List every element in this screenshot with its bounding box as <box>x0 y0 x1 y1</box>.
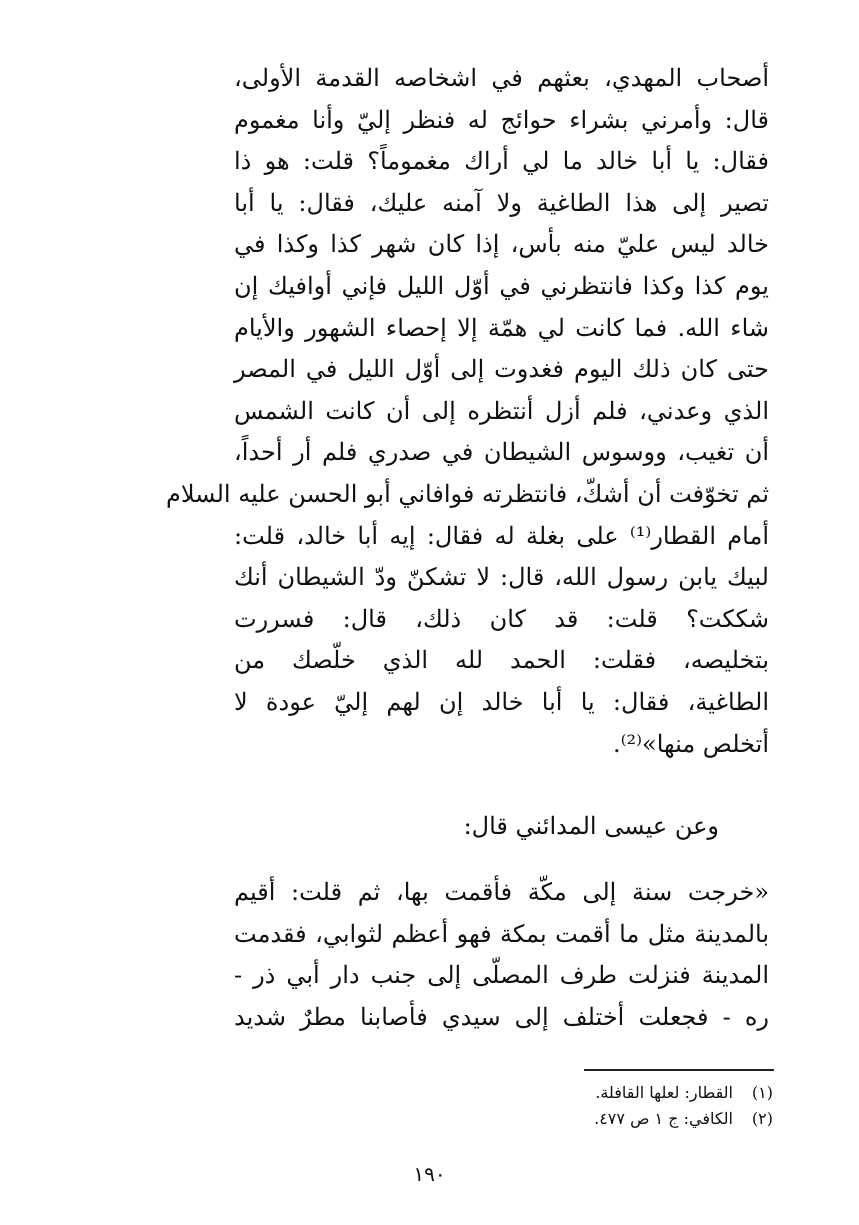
text-line: فقال: يا أبا خالد ما لي أراك مغموماً؟ قلت: هو ذا <box>234 147 769 176</box>
footnotes <box>373 1080 773 1132</box>
text-line: يوم كذا وكذا فانتظرني في أوّل الليل فإني أوافيك إن <box>234 271 769 300</box>
intro-paragraph <box>239 806 719 848</box>
main-paragraph <box>166 58 769 765</box>
footnote-text: القطار: لعلها القافلة. <box>595 1083 733 1102</box>
text-line: «خرجت سنة إلى مكّة فأقمت بها، ثم قلت: أقيم <box>234 878 769 906</box>
text-line: أن تغيب، ووسوس الشيطان في صدري فلم أر أحداً، <box>234 438 769 467</box>
text-line: ره - فجعلت أختلف إلى سيدي فأصابنا مطرٌ شديد <box>234 1002 769 1031</box>
footnote-text: الكافي: ج ١ ص ٤٧٧. <box>594 1109 733 1128</box>
text-line: شككت؟ قلت: قد كان ذلك، قال: فسررت <box>234 604 769 633</box>
page-number: ١٩٠ <box>413 1162 446 1186</box>
text-line: ثم تخوّفت أن أشكّ، فانتظرته فوافاني أبو الحسن عليه السلام <box>166 479 769 508</box>
text-line: لبيك يابن رسول الله، قال: لا تشكنّ ودّ الشيطان أنك <box>234 563 769 592</box>
text-line: الطاغية، فقال: يا أبا خالد إن لهم إليّ عودة لا <box>234 687 769 716</box>
text-line: بالمدينة مثل ما أقمت بمكة فهو أعظم لثوابي، فقدمت <box>234 919 769 948</box>
text-line: خالد ليس عليّ منه بأس، إذا كان شهر كذا وكذا في <box>234 230 769 259</box>
footnote-divider <box>584 1069 774 1071</box>
text-line: المدينة فنزلت طرف المصلّى إلى جنب دار أبي ذر - <box>234 961 769 990</box>
footnote-number: (١) <box>751 1083 773 1102</box>
text-line: أتخلص منها»⁽²⁾. <box>612 729 769 758</box>
footnote-item <box>373 1080 773 1106</box>
text-line: حتى كان ذلك اليوم فغدوت إلى أوّل الليل في المصر <box>234 355 769 384</box>
text-line: أمام القطار⁽¹⁾ على بغلة له فقال: إيه أبا خالد، قلت: <box>234 521 769 550</box>
text-line: تصير إلى هذا الطاغية ولا آمنه عليك، فقال: يا أبا <box>234 188 769 217</box>
quote-paragraph <box>234 872 769 1038</box>
text-line: بتخليصه، فقلت: الحمد لله الذي خلّصك من <box>234 646 769 675</box>
text-line: الذي وعدني، فلم أزل أنتظره إلى أن كانت الشمس <box>234 396 769 425</box>
footnote-number: (٢) <box>751 1109 773 1128</box>
text-line: وعن عيسى المدائني قال: <box>463 812 719 840</box>
footnote-item <box>373 1106 773 1132</box>
text-line: قال: وأمرني بشراء حوائج له فنظر إليّ وأنا مغموم <box>234 105 769 134</box>
text-line: أصحاب المهدي، بعثهم في اشخاصه القدمة الأولى، <box>234 64 769 92</box>
text-line: شاء الله. فما كانت لي همّة إلا إحصاء الشهور والأيام <box>234 313 769 342</box>
